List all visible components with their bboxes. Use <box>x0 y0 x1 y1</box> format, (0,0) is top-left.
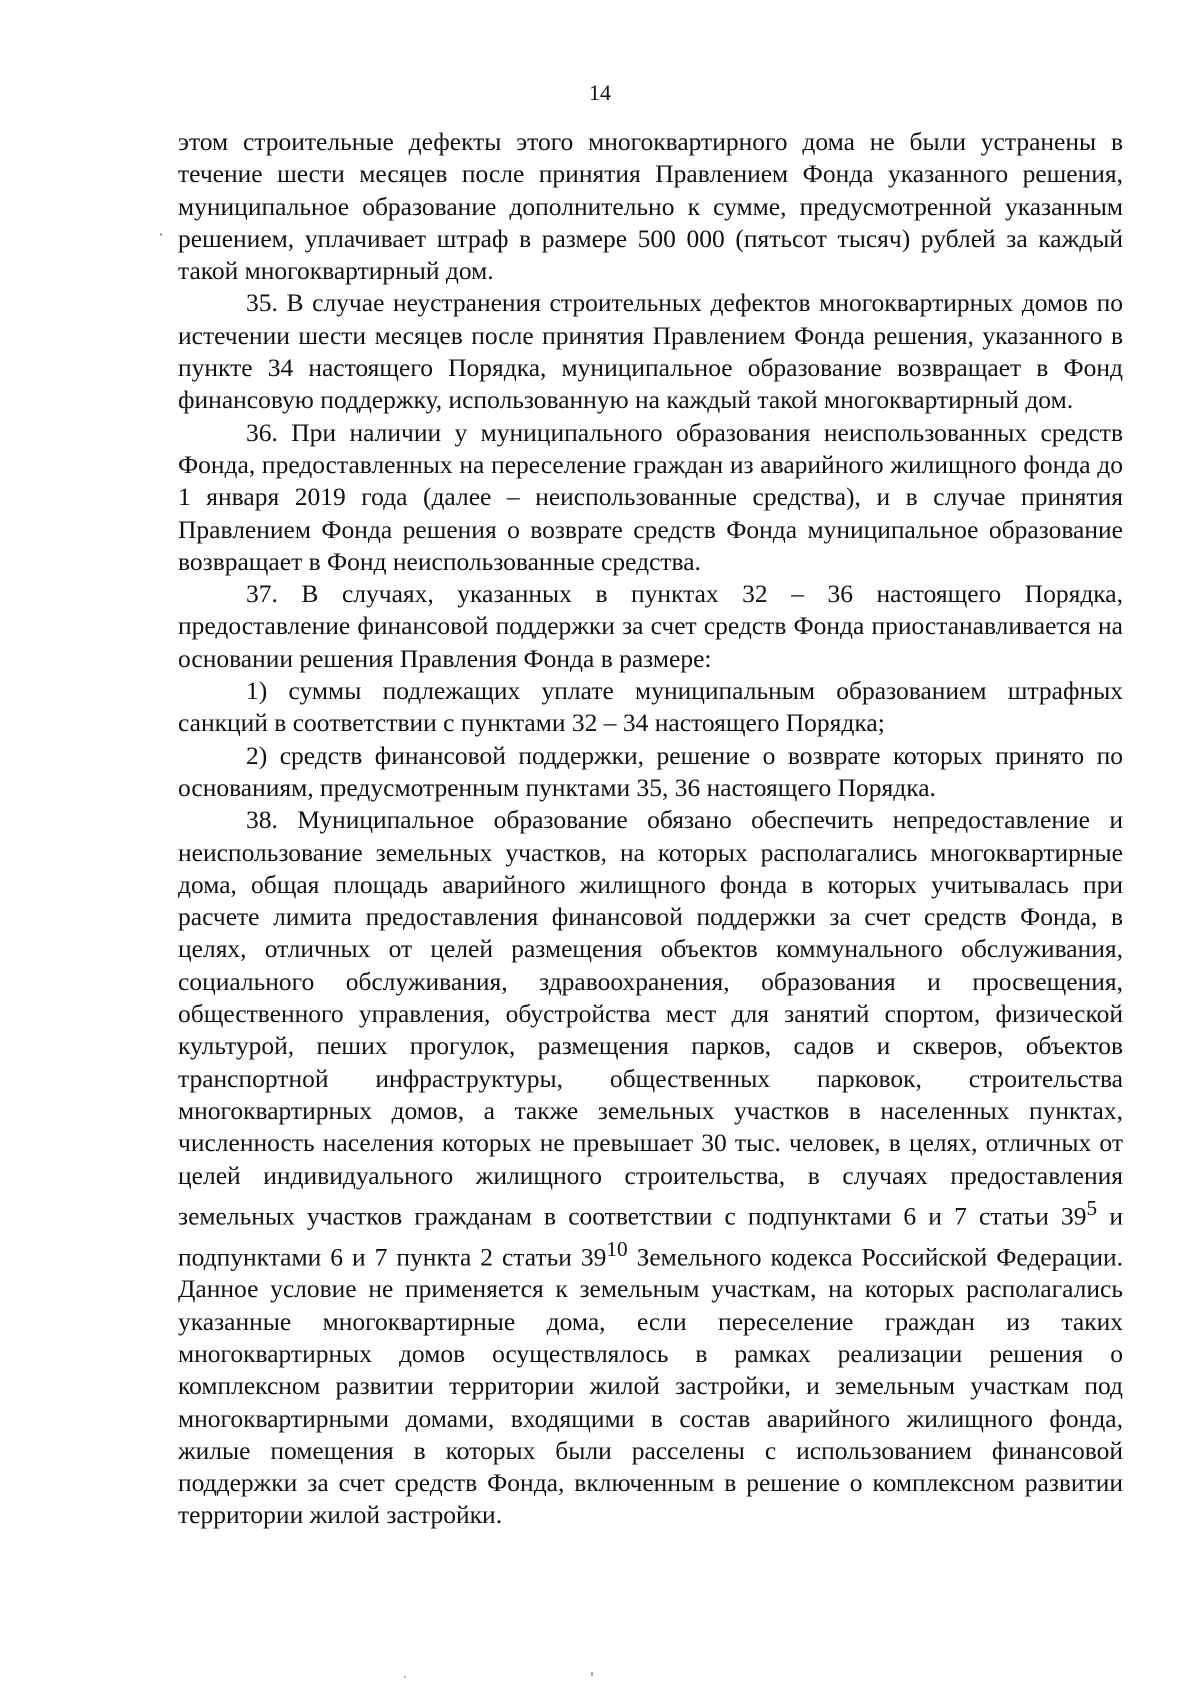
scan-speck-mark <box>404 1676 406 1678</box>
paragraph-34-continuation: этом строительные дефекты этого многоквартирного дома не были устранены в течение шести месяцев после принятия Правлением Фонда указанного решения, муниципальное образование дополнительно к сумме, предусмотренной указанным решением, уплачивает штраф в размере 500 000 (пятьсот тысяч) рублей за каждый такой многоквартирный дом. <box>178 127 1123 286</box>
paragraph-38-part-2: и подпунктами 6 и 7 пункта 2 статьи 39 <box>178 1201 1123 1272</box>
paragraph-37-item-2: 2) средств финансовой поддержки, решение о возврате которых принято по основаниям, предусмотренным пунктами 35, 36 настоящего Порядка. <box>178 740 1123 802</box>
paragraph-38-part-3: Земельного кодекса Российской Федерации. Данное условие не применяется к земельным участкам, на которых располагались указанные многоквартирные дома, если переселение граждан из таких многоквартирных домов осуществлялось в рамках реализации решения о комплексном развитии территории жилой застройки, и земельным участкам под многоквартирными домами, входящими в состав аварийного жилищного фонда, жилые помещения в которых были расселены с использованием финансовой поддержки за счет средств Фонда, включенным в решение о комплексном развитии территории жилой застройки. <box>178 1242 1124 1530</box>
scan-speck-mark <box>591 1672 593 1676</box>
paragraph-38-part-1: 38. Муниципальное образование обязано обеспечить непредоставление и неиспользование земельных участков, на которых располагались многоквартирные дома, общая площадь аварийного жилищного фонда в которых учитывалась при расчете лимита предоставления финансовой поддержки за счет средств Фонда, в целях, отличных от целей размещения объектов коммунального обслуживания, социального обслуживания, здравоохранения, образования и просвещения, общественного управления, обустройства мест для занятий спортом, физической культурой, пеших прогулок, размещения парков, садов и скверов, объектов транспортной инфраструктуры, общественных парковок, строительства многоквартирных домов, а также земельных участков в населенных пунктах, численность населения которых не превышает 30 тыс. человек, в целях, отличных от целей индивидуального жилищного строительства, в случаях предоставления земельных участков гражданам в соответствии с подпунктами 6 и 7 статьи 39 <box>178 805 1123 1231</box>
superscript-5: 5 <box>1086 1195 1098 1220</box>
paragraph-36: 36. При наличии у муниципального образования неиспользованных средств Фонда, предоставленных на переселение граждан из аварийного жилищного фонда до 1 января 2019 года (далее – неиспользованные средства), и в случае принятия Правлением Фонда решения о возврате средств Фонда муниципальное образование возвращает в Фонд неиспользованные средства. <box>178 417 1123 576</box>
paragraph-37: 37. В случаях, указанных в пунктах 32 – 36 настоящего Порядка, предоставление финансовой поддержки за счет средств Фонда приостанавливается на основании решения Правления Фонда в размере: <box>178 579 1123 673</box>
document-body <box>178 126 1123 1532</box>
paragraph-38 <box>178 804 1123 1532</box>
scan-speck-mark <box>160 233 162 236</box>
superscript-10: 10 <box>606 1236 628 1261</box>
paragraph-35: 35. В случае неустранения строительных дефектов многоквартирных домов по истечении шести месяцев после принятия Правлением Фонда решения, указанного в пункте 34 настоящего Порядка, муниципальное образование возвращает в Фонд финансовую поддержку, использованную на каждый такой многоквартирный дом. <box>178 288 1123 415</box>
paragraph-37-item-1: 1) суммы подлежащих уплате муниципальным образованием штрафных санкций в соответствии с пунктами 32 – 34 настоящего Порядка; <box>178 676 1123 738</box>
page-number: 14 <box>589 80 611 105</box>
